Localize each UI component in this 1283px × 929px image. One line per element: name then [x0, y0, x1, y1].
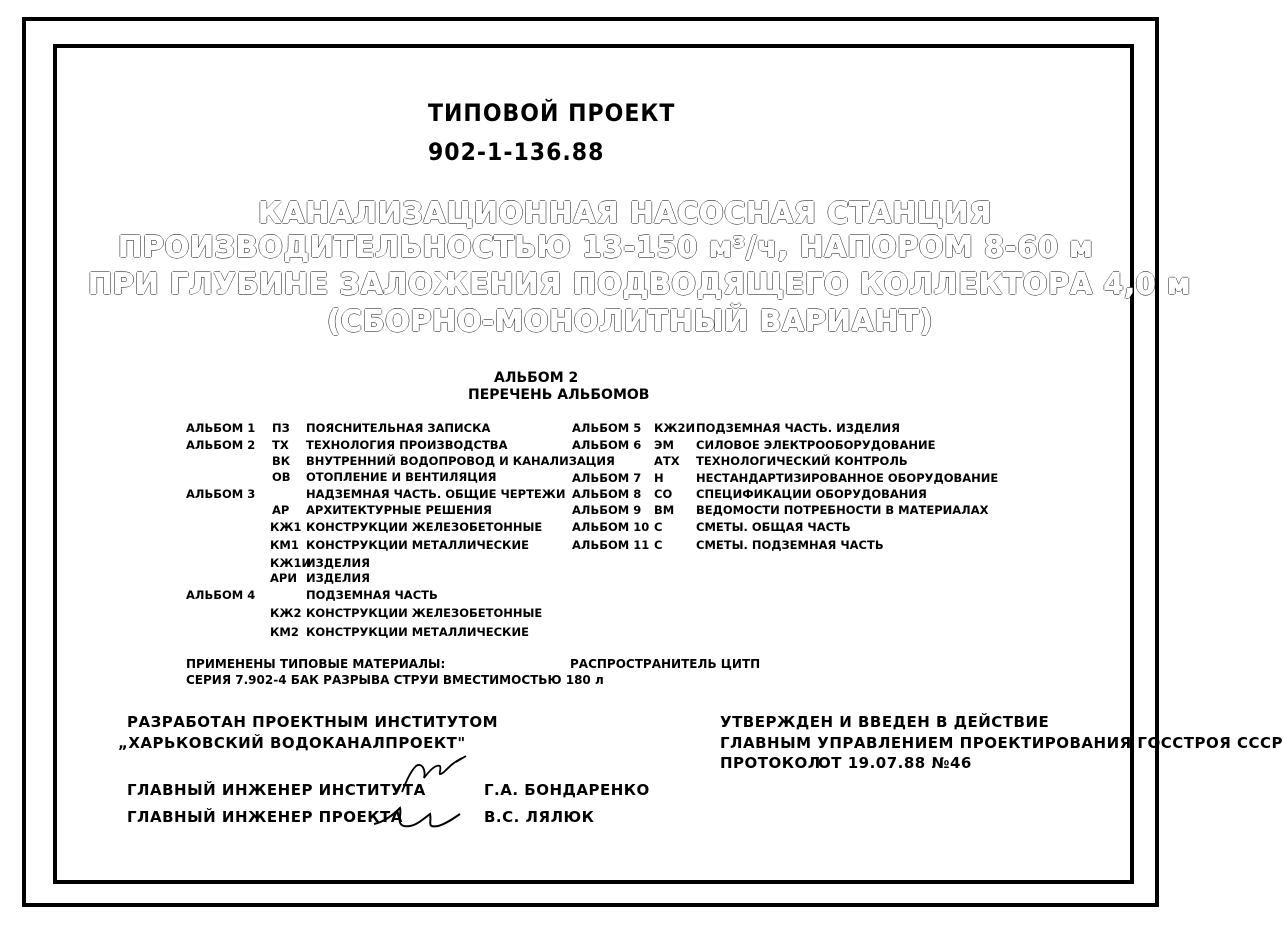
album-list-title: ПЕРЕЧЕНЬ АЛЬБОМОВ: [468, 387, 650, 403]
approval-line-1: УТВЕРЖДЕН И ВВЕДЕН В ДЕЙСТВИЕ: [720, 713, 1050, 731]
approval-protocol-value: ОТ 19.07.88 №46: [818, 754, 972, 772]
title-line-2: ПРОИЗВОДИТЕЛЬНОСТЬЮ 13-150 м³/ч, НАПОРОМ 8-60 м: [118, 230, 1094, 264]
signature-role: ГЛАВНЫЙ ИНЖЕНЕР ИНСТИТУТА: [127, 781, 426, 799]
materials-series: СЕРИЯ 7.902-4 БАК РАЗРЫВА СТРУИ ВМЕСТИМОСТЬЮ 180 л: [186, 673, 604, 687]
signature-name: В.С. ЛЯЛЮК: [484, 808, 595, 826]
distributor: РАСПРОСТРАНИТЕЛЬ ЦИТП: [570, 657, 761, 671]
album-label: АЛЬБОМ 2: [494, 370, 579, 386]
developer-line-1: РАЗРАБОТАН ПРОЕКТНЫМ ИНСТИТУТОМ: [127, 713, 499, 731]
title-line-4: (СБОРНО-МОНОЛИТНЫЙ ВАРИАНТ): [327, 304, 934, 338]
signature-name: Г.А. БОНДАРЕНКО: [484, 781, 650, 799]
approval-line-2: ГЛАВНЫМ УПРАВЛЕНИЕМ ПРОЕКТИРОВАНИЯ ГОССТРОЯ СССР: [720, 734, 1283, 752]
signature-role: ГЛАВНЫЙ ИНЖЕНЕР ПРОЕКТА: [127, 808, 403, 826]
approval-protocol-label: ПРОТОКОЛ: [720, 754, 821, 772]
developer-line-2: „ХАРЬКОВСКИЙ ВОДОКАНАЛПРОЕКТ": [118, 734, 466, 752]
header-type: ТИПОВОЙ ПРОЕКТ: [428, 100, 676, 128]
signature-institute-chief: [396, 752, 470, 796]
materials-label: ПРИМЕНЕНЫ ТИПОВЫЕ МАТЕРИАЛЫ:: [186, 657, 446, 671]
signature-project-chief: [370, 800, 462, 836]
title-line-1: КАНАЛИЗАЦИОННАЯ НАСОСНАЯ СТАНЦИЯ: [258, 196, 992, 230]
project-number: 902-1-136.88: [428, 139, 605, 167]
title-line-3: ПРИ ГЛУБИНЕ ЗАЛОЖЕНИЯ ПОДВОДЯЩЕГО КОЛЛЕКТОРА 4,0 м: [88, 267, 1192, 301]
